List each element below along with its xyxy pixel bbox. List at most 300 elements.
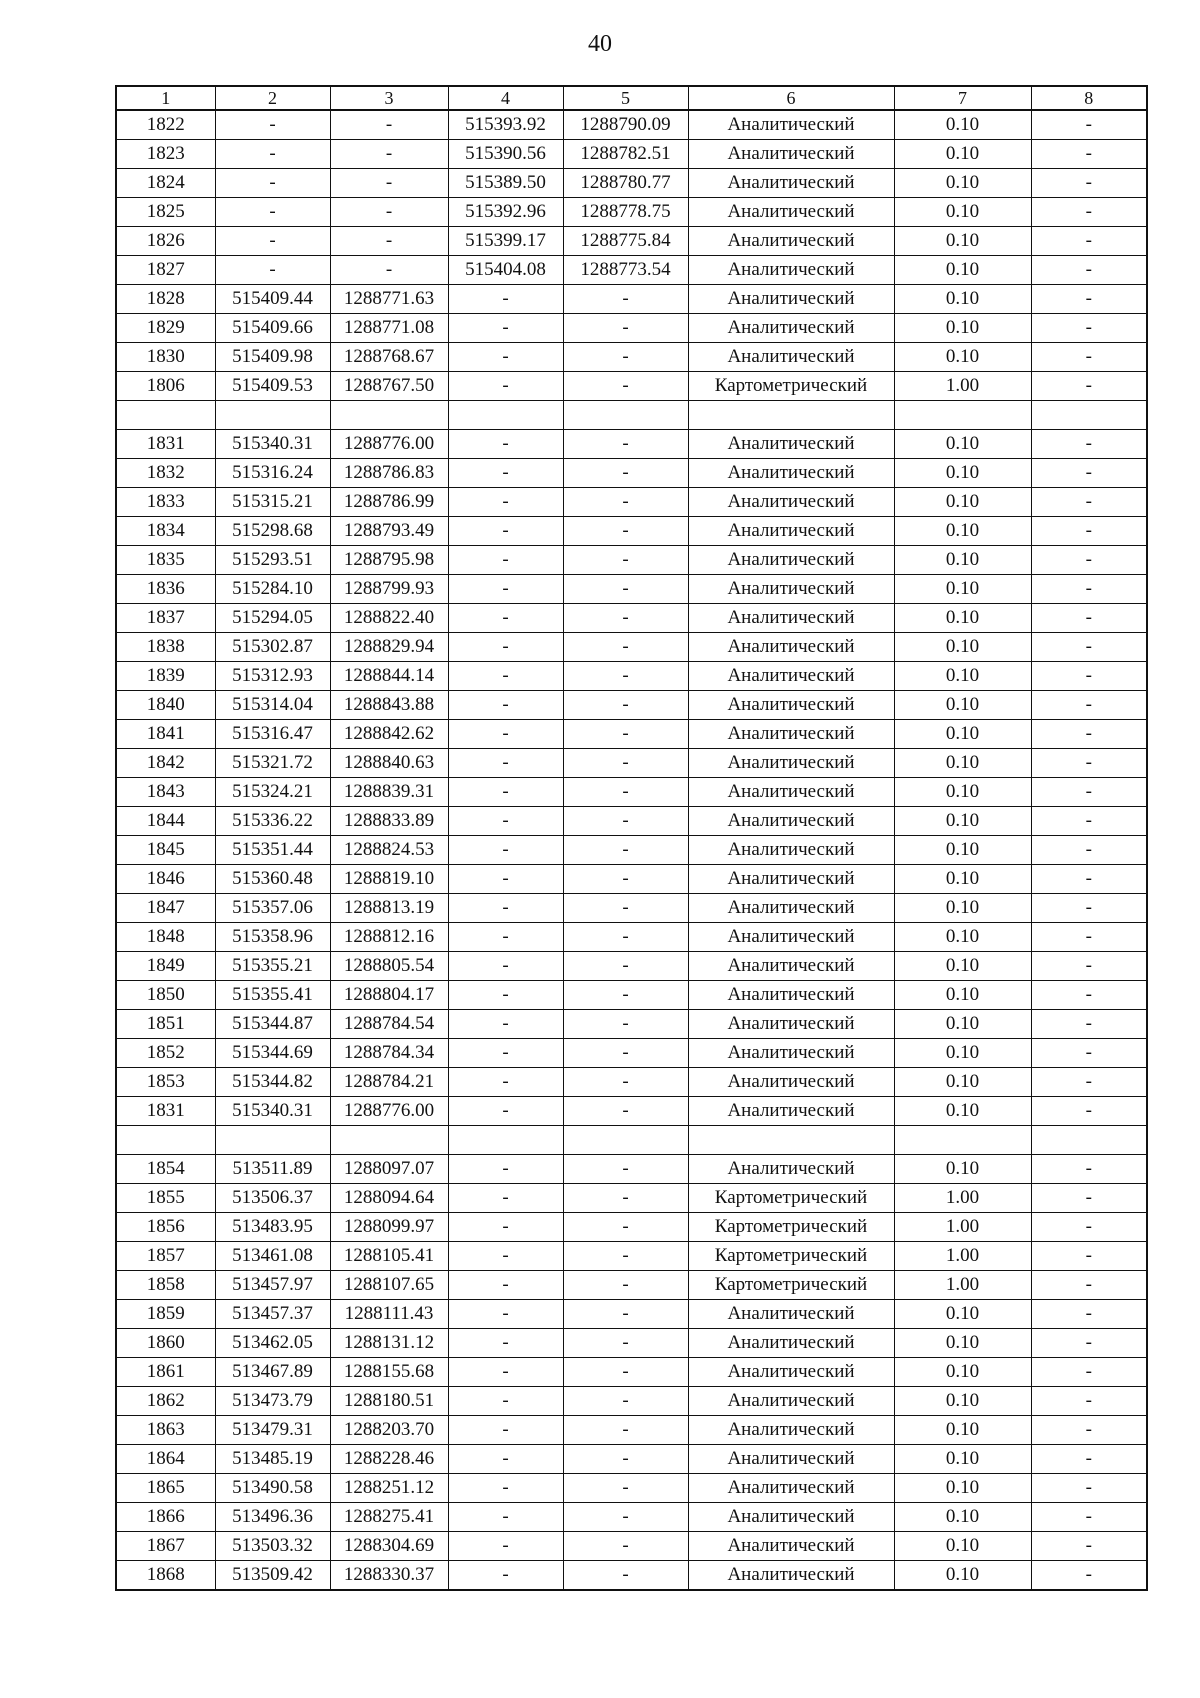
table-body [116,110,1147,1590]
cell-note: - [1031,1300,1147,1329]
cell-point-number: 1865 [116,1474,215,1503]
cell-x-coordinate-alt: - [448,1010,563,1039]
cell-x-coordinate: 513461.08 [215,1242,330,1271]
cell-determination-method: Аналитический [688,459,894,488]
cell-x-coordinate: 513479.31 [215,1416,330,1445]
cell-note: - [1031,1416,1147,1445]
cell-y-coordinate-alt: - [563,1213,688,1242]
cell-point-number: 1833 [116,488,215,517]
cell-note: - [1031,1561,1147,1591]
cell-y-coordinate: 1288131.12 [330,1329,448,1358]
cell-point-number: 1843 [116,778,215,807]
cell-x-coordinate-alt [448,401,563,430]
cell-point-number: 1838 [116,633,215,662]
cell-y-coordinate-alt: - [563,1039,688,1068]
cell-determination-method: Аналитический [688,1155,894,1184]
cell-point-number: 1839 [116,662,215,691]
cell-x-coordinate: 515315.21 [215,488,330,517]
cell-y-coordinate-alt: - [563,1155,688,1184]
cell-x-coordinate-alt: - [448,1532,563,1561]
cell-point-number: 1858 [116,1271,215,1300]
cell-accuracy: 0.10 [894,836,1031,865]
cell-point-number: 1849 [116,952,215,981]
cell-note: - [1031,372,1147,401]
cell-y-coordinate: 1288839.31 [330,778,448,807]
cell-x-coordinate-alt: - [448,575,563,604]
cell-x-coordinate: 515302.87 [215,633,330,662]
cell-determination-method: Аналитический [688,169,894,198]
cell-x-coordinate: 515409.53 [215,372,330,401]
cell-y-coordinate-alt: - [563,1503,688,1532]
cell-note: - [1031,1184,1147,1213]
cell-point-number: 1867 [116,1532,215,1561]
cell-x-coordinate-alt: - [448,720,563,749]
cell-x-coordinate-alt: - [448,662,563,691]
cell-determination-method: Аналитический [688,1561,894,1591]
table-row [116,343,1147,372]
cell-y-coordinate-alt: - [563,1271,688,1300]
cell-determination-method [688,401,894,430]
cell-accuracy: 0.10 [894,1561,1031,1591]
cell-x-coordinate-alt: - [448,1416,563,1445]
cell-note: - [1031,1242,1147,1271]
table-row [116,575,1147,604]
cell-note: - [1031,1474,1147,1503]
cell-note: - [1031,488,1147,517]
cell-y-coordinate-alt: - [563,807,688,836]
cell-x-coordinate-alt: - [448,807,563,836]
cell-note: - [1031,459,1147,488]
table-row [116,401,1147,430]
table-row [116,1503,1147,1532]
cell-y-coordinate: 1288829.94 [330,633,448,662]
cell-accuracy: 0.10 [894,169,1031,198]
cell-note: - [1031,1097,1147,1126]
cell-note: - [1031,865,1147,894]
cell-x-coordinate: 515409.98 [215,343,330,372]
cell-determination-method: Аналитический [688,720,894,749]
cell-note: - [1031,285,1147,314]
table-row [116,1561,1147,1591]
cell-point-number: 1830 [116,343,215,372]
cell-y-coordinate: 1288833.89 [330,807,448,836]
cell-y-coordinate: 1288330.37 [330,1561,448,1591]
cell-y-coordinate: - [330,140,448,169]
column-header: 1 [116,86,215,110]
cell-x-coordinate: 515355.41 [215,981,330,1010]
cell-y-coordinate: 1288097.07 [330,1155,448,1184]
cell-x-coordinate-alt: - [448,952,563,981]
page-number: 40 [588,31,612,57]
table-row [116,662,1147,691]
cell-determination-method: Аналитический [688,285,894,314]
cell-y-coordinate: - [330,227,448,256]
cell-x-coordinate: 513462.05 [215,1329,330,1358]
cell-x-coordinate: 515312.93 [215,662,330,691]
table-row [116,1271,1147,1300]
cell-y-coordinate-alt: 1288790.09 [563,110,688,140]
cell-y-coordinate-alt: - [563,778,688,807]
cell-y-coordinate: 1288203.70 [330,1416,448,1445]
cell-x-coordinate: 513511.89 [215,1155,330,1184]
table-row [116,1358,1147,1387]
cell-determination-method: Аналитический [688,1068,894,1097]
cell-x-coordinate: 513457.37 [215,1300,330,1329]
table-row [116,952,1147,981]
table-row [116,1300,1147,1329]
cell-x-coordinate-alt: - [448,894,563,923]
cell-note: - [1031,923,1147,952]
cell-point-number: 1826 [116,227,215,256]
cell-y-coordinate-alt [563,401,688,430]
table-row [116,836,1147,865]
cell-y-coordinate-alt: - [563,1010,688,1039]
cell-y-coordinate-alt: - [563,923,688,952]
cell-x-coordinate: 515314.04 [215,691,330,720]
table-row [116,517,1147,546]
cell-y-coordinate-alt: - [563,894,688,923]
cell-y-coordinate-alt: 1288773.54 [563,256,688,285]
table-row [116,372,1147,401]
cell-note: - [1031,546,1147,575]
cell-y-coordinate: 1288107.65 [330,1271,448,1300]
cell-note: - [1031,749,1147,778]
cell-accuracy: 0.10 [894,110,1031,140]
cell-y-coordinate: 1288304.69 [330,1532,448,1561]
cell-accuracy: 0.10 [894,1010,1031,1039]
cell-point-number: 1823 [116,140,215,169]
cell-y-coordinate-alt: - [563,749,688,778]
cell-x-coordinate-alt: 515389.50 [448,169,563,198]
cell-note: - [1031,1329,1147,1358]
cell-y-coordinate: 1288795.98 [330,546,448,575]
cell-x-coordinate-alt: - [448,1068,563,1097]
cell-accuracy: 0.10 [894,720,1031,749]
cell-x-coordinate: - [215,256,330,285]
cell-accuracy: 0.10 [894,546,1031,575]
cell-determination-method: Аналитический [688,575,894,604]
cell-point-number: 1824 [116,169,215,198]
cell-point-number: 1857 [116,1242,215,1271]
cell-x-coordinate: 515344.82 [215,1068,330,1097]
cell-x-coordinate-alt: - [448,691,563,720]
table-row [116,1213,1147,1242]
cell-x-coordinate-alt: - [448,430,563,459]
cell-accuracy: 0.10 [894,459,1031,488]
table-row [116,1387,1147,1416]
cell-point-number: 1841 [116,720,215,749]
table-row [116,1155,1147,1184]
cell-accuracy: 0.10 [894,1532,1031,1561]
cell-y-coordinate: 1288786.99 [330,488,448,517]
cell-y-coordinate: 1288786.83 [330,459,448,488]
table-row [116,546,1147,575]
cell-accuracy [894,1126,1031,1155]
cell-point-number: 1832 [116,459,215,488]
cell-y-coordinate-alt: 1288778.75 [563,198,688,227]
cell-note: - [1031,1445,1147,1474]
cell-y-coordinate-alt: - [563,1184,688,1213]
table-row [116,691,1147,720]
cell-determination-method: Аналитический [688,1532,894,1561]
cell-note: - [1031,1503,1147,1532]
cell-x-coordinate-alt: - [448,1445,563,1474]
cell-accuracy: 0.10 [894,227,1031,256]
cell-note: - [1031,314,1147,343]
cell-y-coordinate-alt: - [563,1300,688,1329]
cell-determination-method: Аналитический [688,1503,894,1532]
cell-determination-method: Аналитический [688,662,894,691]
cell-point-number: 1860 [116,1329,215,1358]
cell-point-number: 1836 [116,575,215,604]
cell-accuracy [894,401,1031,430]
cell-y-coordinate-alt: - [563,1561,688,1591]
cell-point-number: 1862 [116,1387,215,1416]
cell-point-number: 1868 [116,1561,215,1591]
cell-y-coordinate: 1288799.93 [330,575,448,604]
cell-accuracy: 1.00 [894,372,1031,401]
cell-x-coordinate-alt: - [448,981,563,1010]
cell-y-coordinate-alt: - [563,1416,688,1445]
cell-determination-method: Аналитический [688,1010,894,1039]
cell-x-coordinate-alt: - [448,343,563,372]
cell-y-coordinate: 1288784.21 [330,1068,448,1097]
cell-point-number: 1853 [116,1068,215,1097]
cell-y-coordinate: 1288767.50 [330,372,448,401]
cell-x-coordinate [215,401,330,430]
cell-determination-method: Аналитический [688,140,894,169]
cell-point-number: 1863 [116,1416,215,1445]
cell-note: - [1031,1271,1147,1300]
cell-accuracy: 0.10 [894,1416,1031,1445]
cell-determination-method: Аналитический [688,546,894,575]
cell-x-coordinate: - [215,227,330,256]
cell-y-coordinate-alt: 1288782.51 [563,140,688,169]
cell-x-coordinate-alt: 515390.56 [448,140,563,169]
table-row [116,430,1147,459]
cell-accuracy: 1.00 [894,1271,1031,1300]
cell-y-coordinate: 1288251.12 [330,1474,448,1503]
cell-x-coordinate: 515336.22 [215,807,330,836]
cell-note [1031,401,1147,430]
cell-determination-method: Аналитический [688,894,894,923]
cell-y-coordinate-alt: - [563,546,688,575]
cell-point-number: 1854 [116,1155,215,1184]
cell-point-number: 1842 [116,749,215,778]
table-row [116,778,1147,807]
cell-determination-method: Аналитический [688,227,894,256]
cell-point-number: 1855 [116,1184,215,1213]
column-header: 4 [448,86,563,110]
cell-x-coordinate-alt: - [448,1242,563,1271]
cell-determination-method: Аналитический [688,1097,894,1126]
cell-x-coordinate-alt: - [448,836,563,865]
cell-determination-method: Аналитический [688,343,894,372]
cell-note: - [1031,1532,1147,1561]
cell-y-coordinate: 1288813.19 [330,894,448,923]
cell-determination-method: Аналитический [688,691,894,720]
cell-determination-method: Аналитический [688,604,894,633]
table-row [116,169,1147,198]
cell-determination-method: Аналитический [688,836,894,865]
cell-x-coordinate: 515351.44 [215,836,330,865]
cell-y-coordinate-alt: - [563,314,688,343]
cell-x-coordinate: 513490.58 [215,1474,330,1503]
cell-point-number: 1866 [116,1503,215,1532]
cell-y-coordinate-alt: - [563,633,688,662]
cell-point-number: 1837 [116,604,215,633]
cell-accuracy: 0.10 [894,952,1031,981]
cell-x-coordinate: 515409.66 [215,314,330,343]
cell-y-coordinate: 1288776.00 [330,1097,448,1126]
cell-x-coordinate-alt: - [448,1503,563,1532]
cell-x-coordinate-alt: - [448,488,563,517]
cell-point-number: 1806 [116,372,215,401]
cell-y-coordinate: 1288768.67 [330,343,448,372]
cell-determination-method: Аналитический [688,488,894,517]
cell-y-coordinate: 1288812.16 [330,923,448,952]
cell-note: - [1031,140,1147,169]
column-header: 3 [330,86,448,110]
cell-point-number: 1835 [116,546,215,575]
cell-x-coordinate-alt: - [448,1474,563,1503]
cell-y-coordinate: - [330,110,448,140]
cell-note: - [1031,517,1147,546]
cell-y-coordinate-alt: - [563,285,688,314]
cell-note: - [1031,662,1147,691]
cell-determination-method: Картометрический [688,1213,894,1242]
table-row [116,110,1147,140]
cell-accuracy: 0.10 [894,604,1031,633]
cell-y-coordinate-alt: - [563,981,688,1010]
column-header: 6 [688,86,894,110]
cell-y-coordinate: 1288784.54 [330,1010,448,1039]
cell-note: - [1031,981,1147,1010]
cell-x-coordinate: 515294.05 [215,604,330,633]
cell-accuracy: 0.10 [894,691,1031,720]
cell-y-coordinate-alt: - [563,691,688,720]
table-row [116,1445,1147,1474]
cell-point-number: 1861 [116,1358,215,1387]
table-row [116,1126,1147,1155]
cell-point-number: 1846 [116,865,215,894]
cell-x-coordinate: 515321.72 [215,749,330,778]
cell-note: - [1031,807,1147,836]
cell-note: - [1031,1155,1147,1184]
cell-y-coordinate: 1288840.63 [330,749,448,778]
cell-x-coordinate-alt: - [448,285,563,314]
cell-x-coordinate: 515344.87 [215,1010,330,1039]
cell-point-number [116,1126,215,1155]
cell-note: - [1031,198,1147,227]
cell-x-coordinate-alt: - [448,749,563,778]
table-row [116,633,1147,662]
cell-x-coordinate: 513483.95 [215,1213,330,1242]
table-row [116,720,1147,749]
cell-x-coordinate-alt: - [448,372,563,401]
cell-y-coordinate: - [330,169,448,198]
coordinates-table [115,85,1148,1591]
column-header: 2 [215,86,330,110]
table-row [116,1532,1147,1561]
cell-x-coordinate: 515316.47 [215,720,330,749]
cell-determination-method: Аналитический [688,1474,894,1503]
cell-accuracy: 0.10 [894,1387,1031,1416]
table-row [116,1474,1147,1503]
cell-y-coordinate [330,1126,448,1155]
cell-accuracy: 0.10 [894,981,1031,1010]
cell-determination-method: Аналитический [688,807,894,836]
cell-point-number: 1864 [116,1445,215,1474]
cell-determination-method: Аналитический [688,1358,894,1387]
cell-x-coordinate-alt: 515393.92 [448,110,563,140]
cell-point-number: 1845 [116,836,215,865]
cell-y-coordinate-alt: 1288775.84 [563,227,688,256]
cell-y-coordinate: 1288822.40 [330,604,448,633]
cell-point-number: 1856 [116,1213,215,1242]
cell-accuracy: 0.10 [894,633,1031,662]
cell-x-coordinate-alt: - [448,604,563,633]
cell-note: - [1031,1010,1147,1039]
cell-y-coordinate: 1288111.43 [330,1300,448,1329]
cell-x-coordinate: 515316.24 [215,459,330,488]
table-row [116,1097,1147,1126]
column-header: 8 [1031,86,1147,110]
cell-determination-method: Аналитический [688,430,894,459]
cell-x-coordinate: 515324.21 [215,778,330,807]
cell-point-number: 1850 [116,981,215,1010]
cell-x-coordinate: 515284.10 [215,575,330,604]
cell-y-coordinate-alt: - [563,836,688,865]
cell-y-coordinate-alt: 1288780.77 [563,169,688,198]
cell-note: - [1031,1213,1147,1242]
cell-x-coordinate-alt: - [448,865,563,894]
cell-x-coordinate: 515340.31 [215,1097,330,1126]
cell-x-coordinate: 513509.42 [215,1561,330,1591]
cell-x-coordinate-alt: - [448,778,563,807]
cell-x-coordinate: 513506.37 [215,1184,330,1213]
cell-y-coordinate-alt: - [563,952,688,981]
cell-x-coordinate-alt: 515392.96 [448,198,563,227]
cell-x-coordinate-alt: - [448,1097,563,1126]
table-row [116,1010,1147,1039]
cell-y-coordinate-alt: - [563,1242,688,1271]
cell-point-number: 1847 [116,894,215,923]
cell-x-coordinate-alt: - [448,1329,563,1358]
cell-note: - [1031,1387,1147,1416]
table-row [116,1039,1147,1068]
cell-determination-method [688,1126,894,1155]
cell-y-coordinate-alt: - [563,459,688,488]
cell-accuracy: 1.00 [894,1184,1031,1213]
cell-x-coordinate: 515293.51 [215,546,330,575]
cell-y-coordinate-alt: - [563,372,688,401]
cell-x-coordinate: 513496.36 [215,1503,330,1532]
cell-point-number: 1822 [116,110,215,140]
cell-accuracy: 0.10 [894,140,1031,169]
cell-determination-method: Аналитический [688,1039,894,1068]
cell-accuracy: 0.10 [894,343,1031,372]
cell-y-coordinate: 1288805.54 [330,952,448,981]
cell-y-coordinate-alt [563,1126,688,1155]
cell-accuracy: 0.10 [894,894,1031,923]
cell-y-coordinate-alt: - [563,1532,688,1561]
cell-accuracy: 0.10 [894,749,1031,778]
table-row [116,285,1147,314]
cell-x-coordinate: 515340.31 [215,430,330,459]
cell-note: - [1031,633,1147,662]
cell-y-coordinate: 1288180.51 [330,1387,448,1416]
